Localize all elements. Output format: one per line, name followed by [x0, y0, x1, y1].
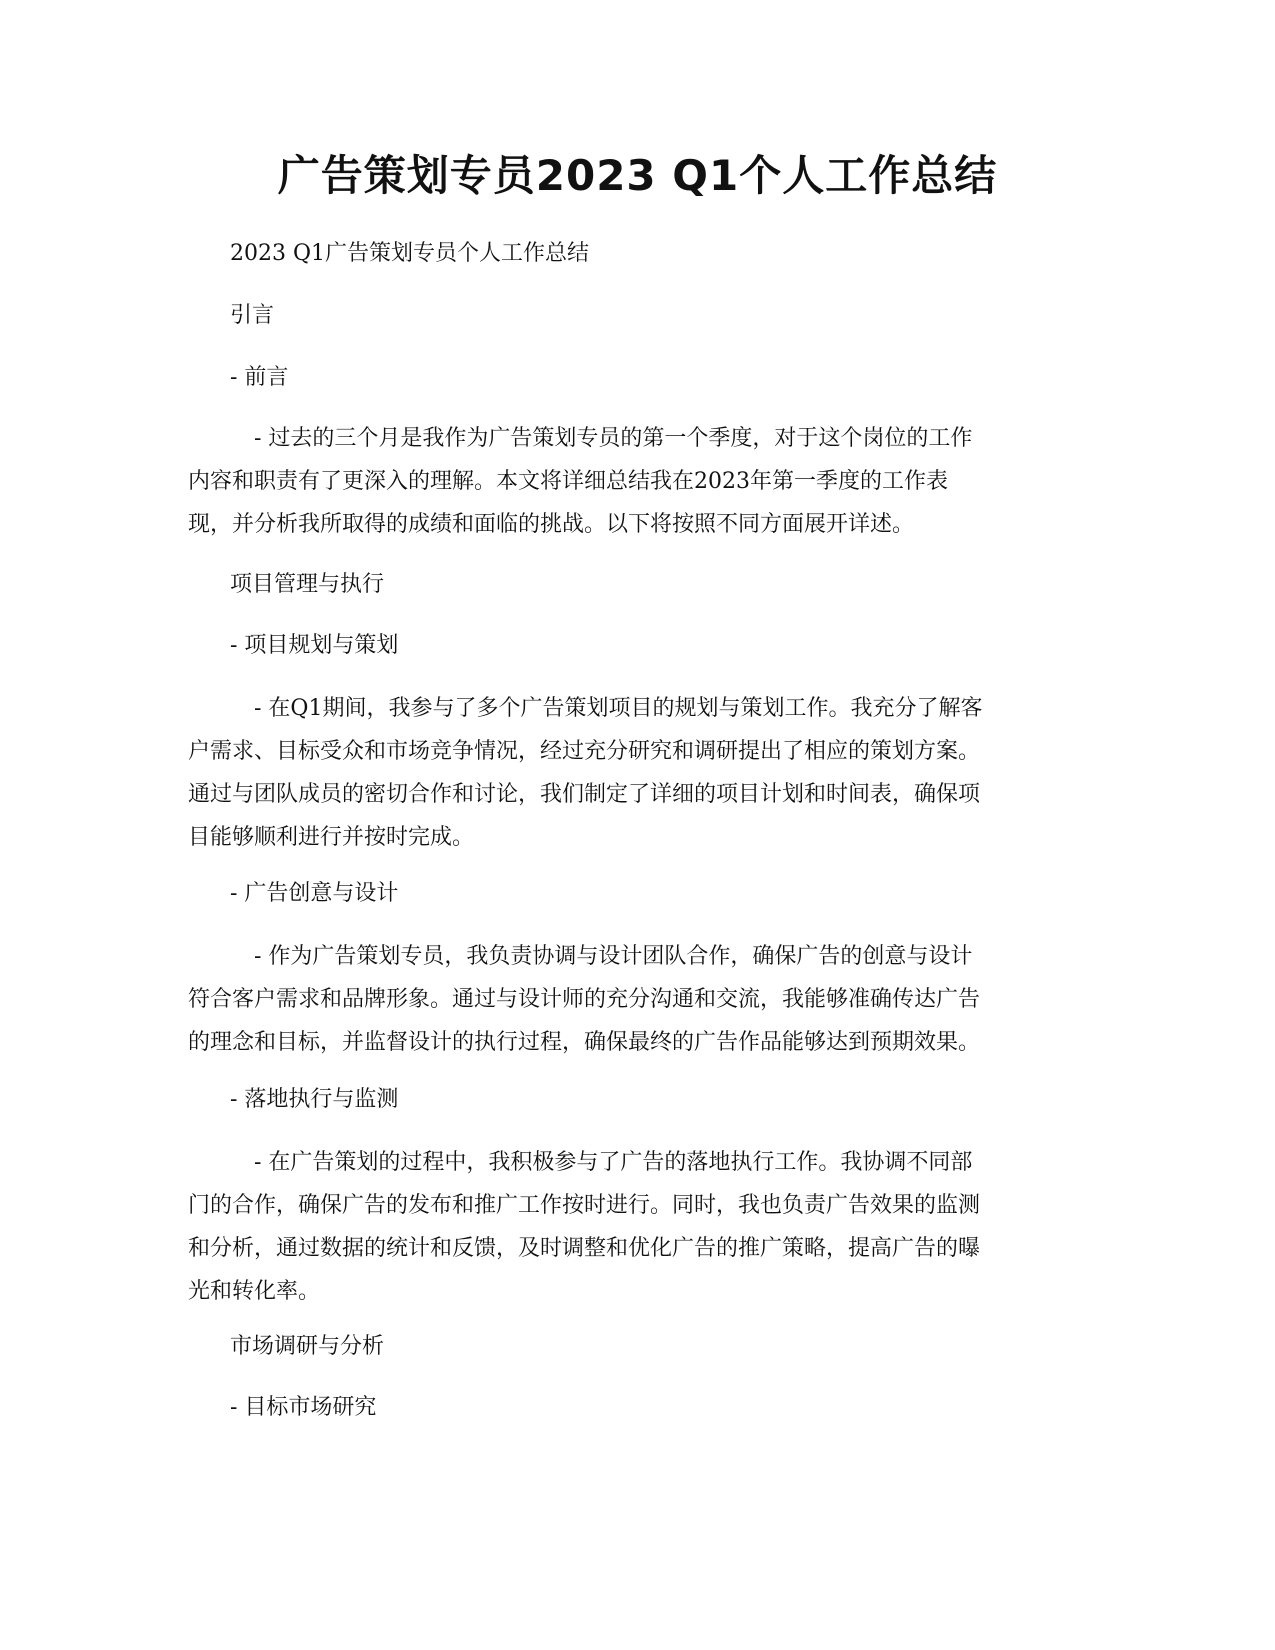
- document-title: 广告策划专员2023 Q1个人工作总结: [277, 151, 998, 200]
- paragraph-line: 和分析，通过数据的统计和反馈，及时调整和优化广告的推广策略，提高广告的曝: [188, 1236, 981, 1261]
- section-heading-project-management: 项目管理与执行: [230, 572, 385, 597]
- creative-paragraph: [188, 935, 1093, 1064]
- section-heading-market-research: 市场调研与分析: [230, 1334, 385, 1359]
- paragraph-line: - 在广告策划的过程中，我积极参与了广告的落地执行工作。我协调不同部: [254, 1150, 973, 1175]
- paragraph-line: 门的合作，确保广告的发布和推广工作按时进行。同时，我也负责广告效果的监测: [188, 1193, 981, 1218]
- paragraph-line: 户需求、目标受众和市场竞争情况，经过充分研究和调研提出了相应的策划方案。: [188, 739, 981, 764]
- intro-heading: 引言: [230, 303, 275, 328]
- paragraph-line: 通过与团队成员的密切合作和讨论，我们制定了详细的项目计划和时间表，确保项: [188, 782, 981, 807]
- paragraph-line: - 过去的三个月是我作为广告策划专员的第一个季度，对于这个岗位的工作: [254, 426, 973, 451]
- preface-paragraph: [188, 417, 1093, 546]
- subsection-heading-execution: - 落地执行与监测: [230, 1087, 399, 1112]
- preface-heading: - 前言: [230, 365, 289, 390]
- subsection-heading-planning: - 项目规划与策划: [230, 633, 399, 658]
- paragraph-line: - 在Q1期间，我参与了多个广告策划项目的规划与策划工作。我充分了解客: [254, 696, 983, 721]
- paragraph-line: 的理念和目标，并监督设计的执行过程，确保最终的广告作品能够达到预期效果。: [188, 1030, 981, 1055]
- paragraph-line: 目能够顺利进行并按时完成。: [188, 825, 475, 850]
- paragraph-line: 符合客户需求和品牌形象。通过与设计师的充分沟通和交流，我能够准确传达广告: [188, 987, 981, 1012]
- paragraph-line: 现，并分析我所取得的成绩和面临的挑战。以下将按照不同方面展开详述。: [188, 512, 915, 537]
- execution-paragraph: [188, 1141, 1093, 1313]
- subsection-heading-creative: - 广告创意与设计: [230, 881, 399, 906]
- paragraph-line: - 作为广告策划专员，我负责协调与设计团队合作，确保广告的创意与设计: [254, 944, 973, 969]
- paragraph-line: 光和转化率。: [188, 1279, 321, 1304]
- planning-paragraph: [188, 687, 1093, 859]
- document-subtitle: 2023 Q1广告策划专员个人工作总结: [230, 241, 590, 266]
- paragraph-line: 内容和职责有了更深入的理解。本文将详细总结我在2023年第一季度的工作表: [188, 469, 948, 494]
- subsection-heading-target-market: - 目标市场研究: [230, 1395, 377, 1420]
